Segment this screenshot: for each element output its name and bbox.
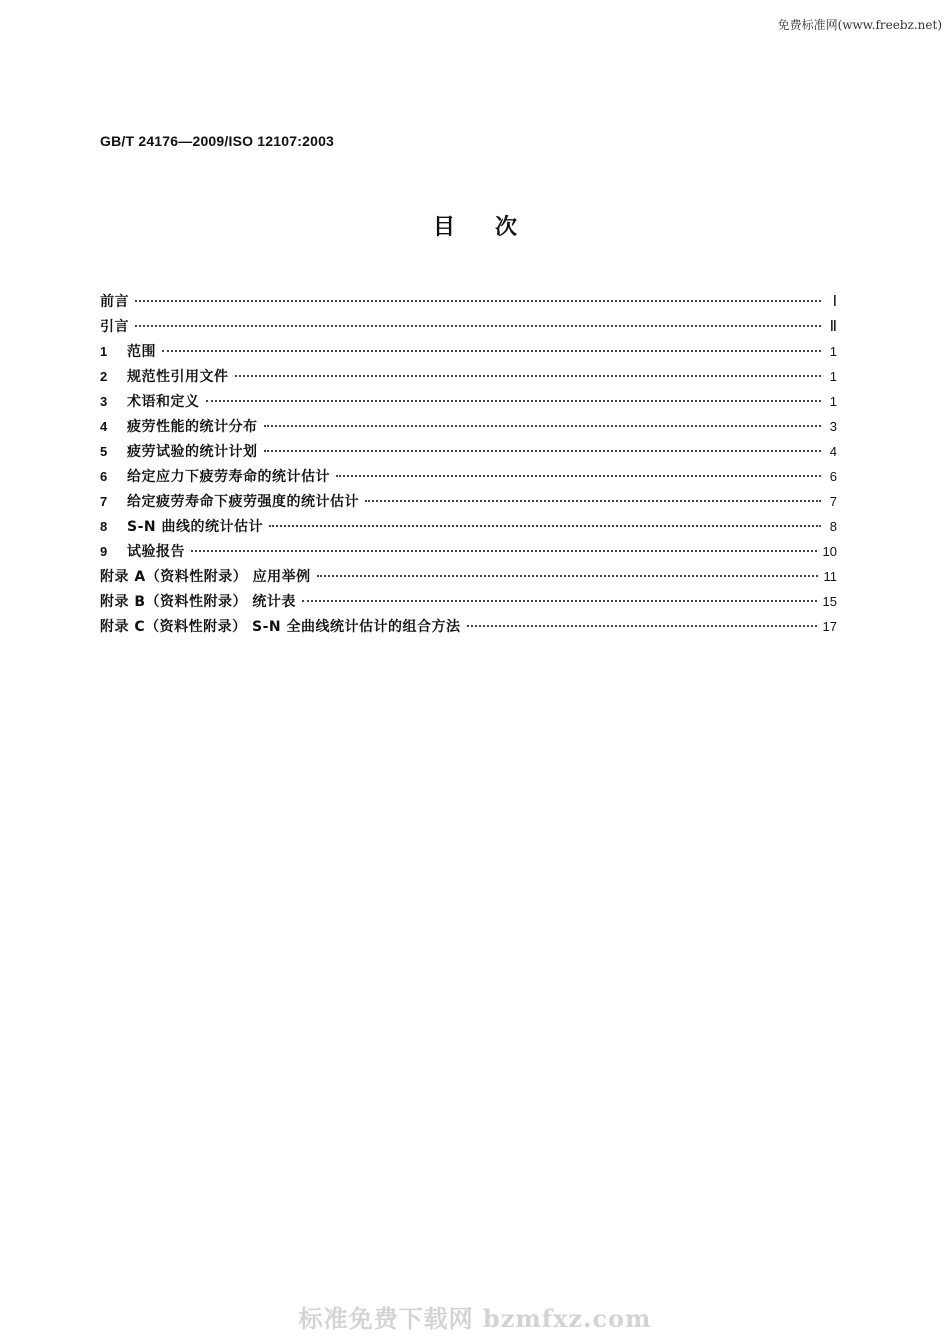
toc-entry-introduction[interactable] bbox=[100, 316, 837, 341]
toc-entry-label: 范围 bbox=[127, 344, 156, 360]
dot-leader bbox=[269, 525, 821, 527]
toc-entry-2[interactable] bbox=[100, 366, 837, 391]
dot-leader bbox=[135, 325, 821, 327]
toc-entry-number: 4 bbox=[100, 419, 108, 434]
toc-entry-number: 6 bbox=[100, 469, 108, 484]
toc-entry-label: 规范性引用文件 bbox=[127, 369, 229, 385]
dot-leader bbox=[302, 600, 817, 602]
toc-entry-preface[interactable] bbox=[100, 291, 837, 316]
toc-entry-label: S-N 曲线的统计估计 bbox=[127, 519, 263, 535]
toc-entry-page: 6 bbox=[829, 469, 837, 484]
toc-entry-page: Ⅰ bbox=[832, 294, 837, 310]
toc-entry-number: 7 bbox=[100, 494, 108, 509]
toc-entry-4[interactable] bbox=[100, 416, 837, 441]
page-title: 目次 bbox=[432, 215, 557, 240]
toc-entry-label: 引言 bbox=[100, 319, 129, 335]
toc-entry-label: 试验报告 bbox=[127, 544, 185, 560]
dot-leader bbox=[135, 300, 821, 302]
toc-entry-label: 附录 A（资料性附录） 应用举例 bbox=[100, 569, 311, 585]
toc-entry-page: 4 bbox=[829, 444, 837, 459]
toc-entry-appendix-a[interactable] bbox=[100, 566, 837, 591]
dot-leader bbox=[191, 550, 817, 552]
toc-entry-9[interactable] bbox=[100, 541, 837, 566]
toc-entry-number: 1 bbox=[100, 344, 108, 359]
toc-entry-label: 给定应力下疲劳寿命的统计估计 bbox=[127, 469, 330, 485]
dot-leader bbox=[264, 450, 822, 452]
toc-entry-8[interactable] bbox=[100, 516, 837, 541]
toc-entry-page: Ⅱ bbox=[829, 319, 837, 335]
dot-leader bbox=[336, 475, 821, 477]
toc-entry-page: 3 bbox=[829, 419, 837, 434]
toc-entry-3[interactable] bbox=[100, 391, 837, 416]
toc-entry-page: 1 bbox=[829, 369, 837, 384]
dot-leader bbox=[235, 375, 822, 377]
standard-code: GB/T 24176—2009/ISO 12107:2003 bbox=[100, 133, 335, 149]
toc-entry-page: 1 bbox=[829, 344, 837, 359]
toc-entry-1[interactable] bbox=[100, 341, 837, 366]
toc-entry-number: 9 bbox=[100, 544, 108, 559]
toc-entry-number: 5 bbox=[100, 444, 108, 459]
toc-entry-label: 给定疲劳寿命下疲劳强度的统计估计 bbox=[127, 494, 359, 510]
toc-entry-7[interactable] bbox=[100, 491, 837, 516]
table-of-contents bbox=[100, 291, 837, 641]
dot-leader bbox=[162, 350, 821, 352]
toc-entry-appendix-b[interactable] bbox=[100, 591, 837, 616]
toc-entry-number: 3 bbox=[100, 394, 108, 409]
toc-entry-appendix-c[interactable] bbox=[100, 616, 837, 641]
toc-entry-page: 15 bbox=[822, 594, 837, 609]
dot-leader bbox=[206, 400, 822, 402]
toc-entry-page: 8 bbox=[829, 519, 837, 534]
toc-entry-label: 疲劳性能的统计分布 bbox=[127, 419, 258, 435]
toc-entry-number: 2 bbox=[100, 369, 108, 384]
source-note: 免费标准网(www.freebz.net) bbox=[777, 18, 942, 32]
dot-leader bbox=[264, 425, 822, 427]
toc-entry-label: 附录 B（资料性附录） 统计表 bbox=[100, 594, 296, 610]
toc-entry-page: 17 bbox=[822, 619, 837, 634]
toc-entry-label: 疲劳试验的统计计划 bbox=[127, 444, 258, 460]
dot-leader bbox=[467, 625, 817, 627]
toc-entry-5[interactable] bbox=[100, 441, 837, 466]
toc-entry-6[interactable] bbox=[100, 466, 837, 491]
toc-entry-number: 8 bbox=[100, 519, 108, 534]
toc-entry-page: 1 bbox=[829, 394, 837, 409]
dot-leader bbox=[317, 575, 818, 577]
toc-entry-label: 附录 C（资料性附录） S-N 全曲线统计估计的组合方法 bbox=[100, 619, 461, 635]
dot-leader bbox=[365, 500, 821, 502]
toc-entry-label: 术语和定义 bbox=[127, 394, 200, 410]
toc-entry-page: 10 bbox=[822, 544, 837, 559]
toc-entry-label: 前言 bbox=[100, 294, 129, 310]
toc-entry-page: 11 bbox=[823, 569, 837, 584]
watermark: 标准免费下载网 bzmfxz.com bbox=[298, 1304, 652, 1333]
toc-entry-page: 7 bbox=[829, 494, 837, 509]
